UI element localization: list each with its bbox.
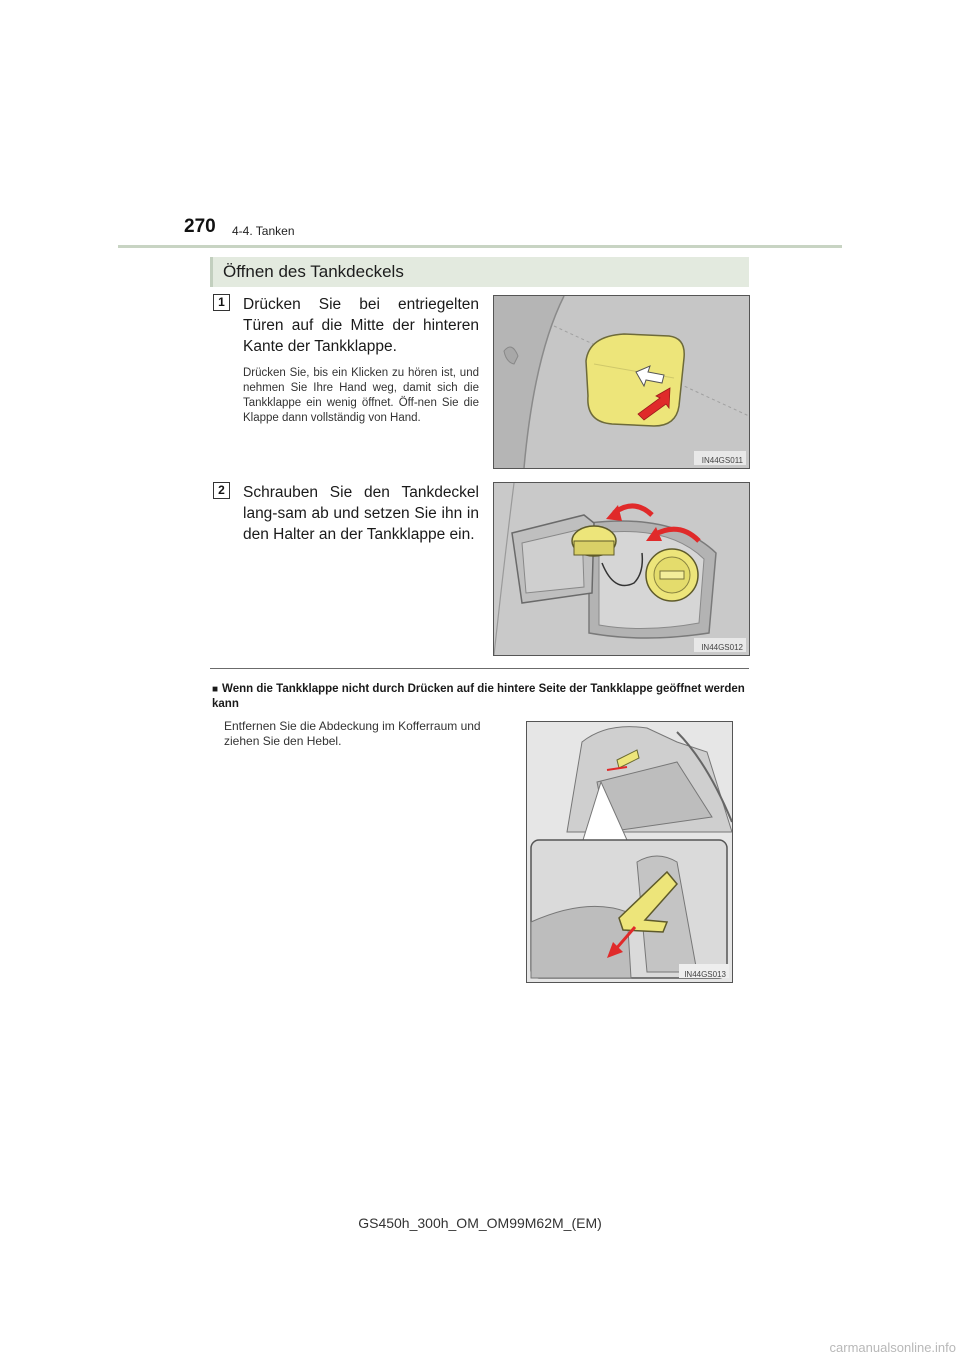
step-2-text: Schrauben Sie den Tankdeckel lang-sam ab und setzen Sie ihn in den Halter an der Tankklappe ein. (243, 484, 479, 543)
watermark: carmanualsonline.info (829, 1340, 956, 1355)
page-number: 270 (184, 216, 216, 237)
note-title (212, 682, 752, 711)
fuel-door-push-illustration (493, 295, 750, 469)
step-1-text: Drücken Sie bei entriegelten Türen auf die Mitte der hinteren Kante der Tankklappe. (243, 296, 479, 355)
trunk-lever-illustration (526, 721, 733, 983)
image-code-3: IN44GS013 (684, 970, 726, 979)
section-heading (210, 257, 749, 287)
image-code-2: IN44GS012 (701, 643, 743, 652)
step-2-badge: 2 (213, 482, 230, 499)
fuel-cap-unscrew-illustration (493, 482, 750, 656)
section-heading-text: Öffnen des Tankdeckels (223, 262, 404, 281)
step-1-badge: 1 (213, 294, 230, 311)
step-1-subtext: Drücken Sie, bis ein Klicken zu hören ist, und nehmen Sie Ihre Hand weg, damit sich die Tankklappe ein wenig öffnet. Öff-nen Sie die Klappe dann vollständig von Hand. (243, 367, 479, 424)
note-body: Entfernen Sie die Abdeckung im Kofferraum und ziehen Sie den Hebel. (224, 719, 481, 748)
subsection-rule (210, 668, 749, 669)
image-code-1: IN44GS011 (701, 456, 743, 465)
note-title-text: Wenn die Tankklappe nicht durch Drücken auf die hintere Seite der Tankklappe geöffnet werden kann (212, 683, 745, 710)
section-label: 4-4. Tanken (232, 224, 295, 238)
note-bullet: ■ (212, 684, 219, 695)
header-rule (118, 245, 842, 248)
document-footer: GS450h_300h_OM_OM99M62M_(EM) (358, 1215, 602, 1231)
